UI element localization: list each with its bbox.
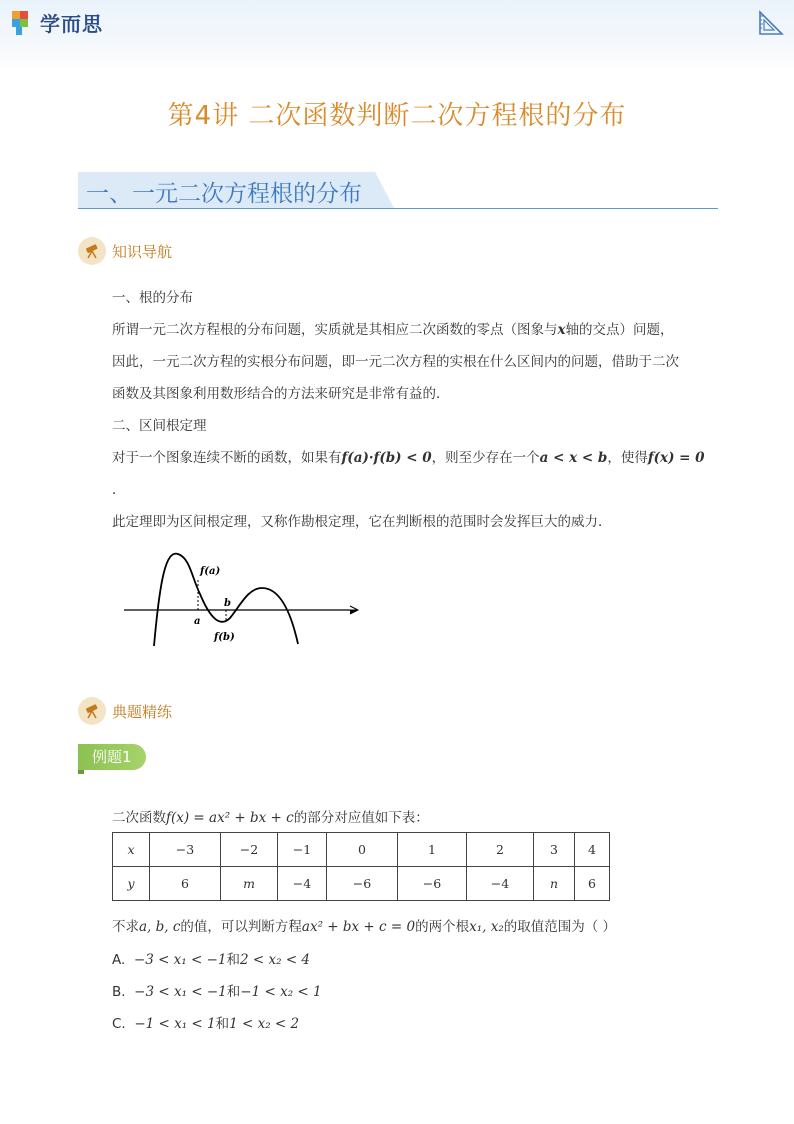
math-variable: x — [557, 322, 566, 338]
table-cell: x — [113, 833, 150, 867]
math-formula: a < x < b — [539, 450, 608, 466]
table-cell: 6 — [150, 867, 221, 901]
example-stem — [112, 806, 429, 826]
text-span: 的两个根 — [415, 919, 470, 935]
math-formula: f(x) = 0 — [647, 450, 705, 466]
question-text — [112, 915, 616, 935]
math-formula: a, b, c — [139, 919, 181, 935]
math-formula: f(a)·f(b) < 0 — [341, 450, 432, 466]
label-fb: f(b) — [214, 632, 235, 643]
practice-heading — [78, 697, 172, 725]
table-cell: 2 — [467, 833, 534, 867]
table-cell: −6 — [398, 867, 467, 901]
root-distribution-line1 — [112, 318, 674, 338]
brand-logo[interactable] — [12, 8, 103, 37]
table-cell: −4 — [467, 867, 534, 901]
math-formula: ax² + bx + c = 0 — [301, 919, 416, 935]
table-row — [113, 833, 610, 867]
text-span: 所谓一元二次方程根的分布问题，实质就是其相应二次函数的零点（图象与 — [112, 322, 558, 338]
knowledge-nav-heading — [78, 237, 172, 265]
text-span: 和 — [226, 984, 241, 1000]
option-label: A. — [112, 952, 126, 968]
root-distribution-line3: 函数及其图象利用数形结合的方法来研究是非常有益的． — [112, 386, 450, 402]
text-span: 不求 — [112, 919, 139, 935]
table-cell: −6 — [327, 867, 398, 901]
text-span: 和 — [226, 952, 241, 968]
option-label: B. — [112, 984, 126, 1000]
option-label: C. — [112, 1016, 126, 1032]
table-row — [113, 867, 610, 901]
practice-label: 典题精练 — [112, 702, 173, 721]
text-span: ，使得 — [607, 450, 648, 466]
table-cell: 0 — [327, 833, 398, 867]
interval-root-title: 二、区间根定理 — [112, 418, 207, 434]
text-span: 的取值范围为（ ） — [503, 919, 617, 935]
root-distribution-line2: 因此，一元二次方程的实根分布问题，即一元二次方程的实根在什么区间内的问题，借助于二次 — [112, 354, 679, 370]
label-fa: f(a) — [200, 566, 221, 577]
brand-name: 学而思 — [40, 12, 103, 36]
telescope-icon — [78, 697, 106, 725]
table-cell: −3 — [150, 833, 221, 867]
text-span: 和 — [215, 1016, 230, 1032]
text-span: 二次函数 — [112, 810, 166, 826]
math-formula: x₁, x₂ — [469, 919, 504, 935]
table-cell: −1 — [278, 833, 327, 867]
table-cell: −4 — [278, 867, 327, 901]
ruler-triangle-icon — [758, 10, 784, 36]
option-b[interactable] — [112, 980, 322, 1000]
math-formula: 2 < x₂ < 4 — [240, 952, 311, 968]
table-cell: y — [113, 867, 150, 901]
option-c[interactable] — [112, 1012, 299, 1032]
table-cell: 6 — [575, 867, 610, 901]
brand-logo-icon — [12, 11, 36, 35]
example-tag: 例题1 — [78, 744, 146, 770]
telescope-icon — [78, 237, 106, 265]
section-header — [78, 172, 718, 209]
text-span: 轴的交点）问题， — [565, 322, 674, 338]
table-cell: n — [534, 867, 575, 901]
table-cell: 1 — [398, 833, 467, 867]
section-title: 一、一元二次方程根的分布 — [86, 181, 362, 207]
math-formula: 1 < x₂ < 2 — [229, 1016, 300, 1032]
function-graph-figure — [118, 548, 368, 648]
math-formula: −1 < x₁ < 1 — [134, 1016, 216, 1032]
table-cell: −2 — [221, 833, 278, 867]
interval-root-line1 — [112, 446, 705, 466]
text-span: 的部分对应值如下表： — [293, 810, 429, 826]
text-span: 的值，可以判断方程 — [180, 919, 302, 935]
option-a[interactable] — [112, 948, 310, 968]
root-distribution-title: 一、根的分布 — [112, 290, 193, 306]
interval-root-line2: ． — [112, 482, 126, 498]
text-span: 对于一个图象连续不断的函数，如果有 — [112, 450, 342, 466]
math-formula: −3 < x₁ < −1 — [134, 984, 227, 1000]
lecture-title: 第4讲 二次函数判断二次方程根的分布 — [167, 101, 627, 131]
table-cell: 4 — [575, 833, 610, 867]
label-b: b — [224, 598, 231, 609]
math-formula: f(x) = ax² + bx + c — [166, 810, 294, 826]
value-table — [112, 832, 610, 901]
text-span: ，则至少存在一个 — [431, 450, 540, 466]
label-a: a — [194, 616, 201, 627]
table-cell: 3 — [534, 833, 575, 867]
header-banner — [0, 0, 794, 70]
math-formula: −3 < x₁ < −1 — [133, 952, 227, 968]
table-cell: m — [221, 867, 278, 901]
math-formula: −1 < x₂ < 1 — [240, 984, 322, 1000]
x-axis-arrow — [350, 606, 358, 614]
knowledge-nav-label: 知识导航 — [112, 242, 173, 261]
interval-root-line3: 此定理即为区间根定理，又称作勘根定理，它在判断根的范围时会发挥巨大的威力． — [112, 514, 612, 530]
